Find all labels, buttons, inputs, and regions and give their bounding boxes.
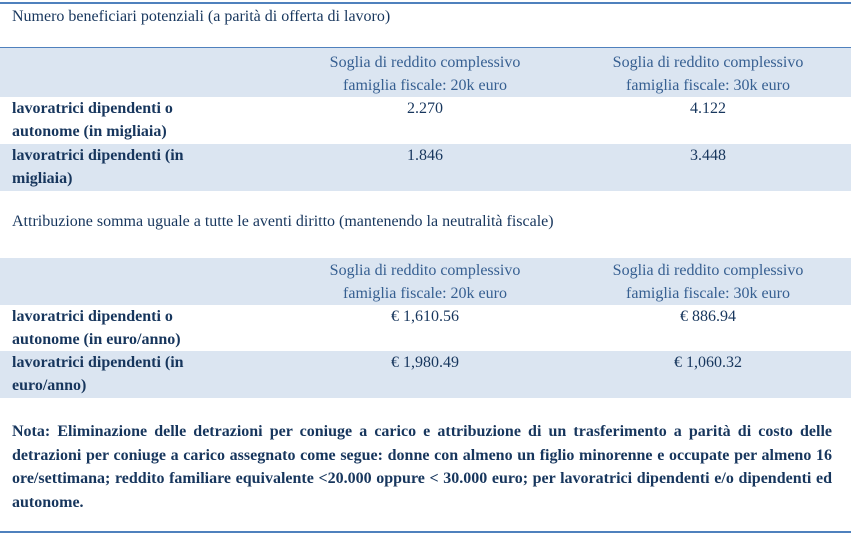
section1-caption: Numero beneficiari potenziali (a parità di offerta di lavoro) [12, 8, 391, 25]
top-rule [0, 2, 851, 4]
section1-header-col1: Soglia di reddito complessivo famiglia fiscale: 20k euro [329, 54, 521, 94]
section2-row2-value2: € 1,060.32 [674, 354, 742, 371]
section1-row1-value1: 2.270 [407, 100, 443, 117]
section2-header-col1: Soglia di reddito complessivo famiglia fiscale: 20k euro [329, 262, 521, 302]
section2-row2-value1: € 1,980.49 [391, 354, 459, 371]
section2-row1-label: lavoratrici dipendenti o autonome (in euro/anno) [12, 308, 181, 348]
section1-row2-label: lavoratrici dipendenti (in migliaia) [12, 147, 184, 187]
section2-row1-value1: € 1,610.56 [391, 308, 459, 325]
section1-row2-value2: 3.448 [690, 147, 726, 164]
note-text: Nota: Eliminazione delle detrazioni per coniuge a carico e attribuzione di un trasferimento a parità di costo delle detrazioni per coniuge a carico assegnato come segue: donne con almeno un figlio minorenne e occupate per almeno 16 ore/settimana; reddito familiare equivalente <20.000 oppure < 30.000 euro; per lavoratrici dipendenti e/o dipendenti ed autonome. [12, 423, 832, 511]
section1-row1-value2: 4.122 [690, 100, 726, 117]
section2-header-col2: Soglia di reddito complessivo famiglia fiscale: 30k euro [612, 262, 804, 302]
bottom-rule [0, 531, 851, 533]
section1-header-col2: Soglia di reddito complessivo famiglia fiscale: 30k euro [612, 54, 804, 94]
section2-row1-value2: € 886.94 [680, 308, 736, 325]
section1-row2-value1: 1.846 [407, 147, 443, 164]
section2-caption: Attribuzione somma uguale a tutte le aventi diritto (mantenendo la neutralità fiscale) [12, 213, 554, 230]
section1-row1-label: lavoratrici dipendenti o autonome (in migliaia) [12, 100, 173, 140]
section2-row2-label: lavoratrici dipendenti (in euro/anno) [12, 354, 184, 394]
